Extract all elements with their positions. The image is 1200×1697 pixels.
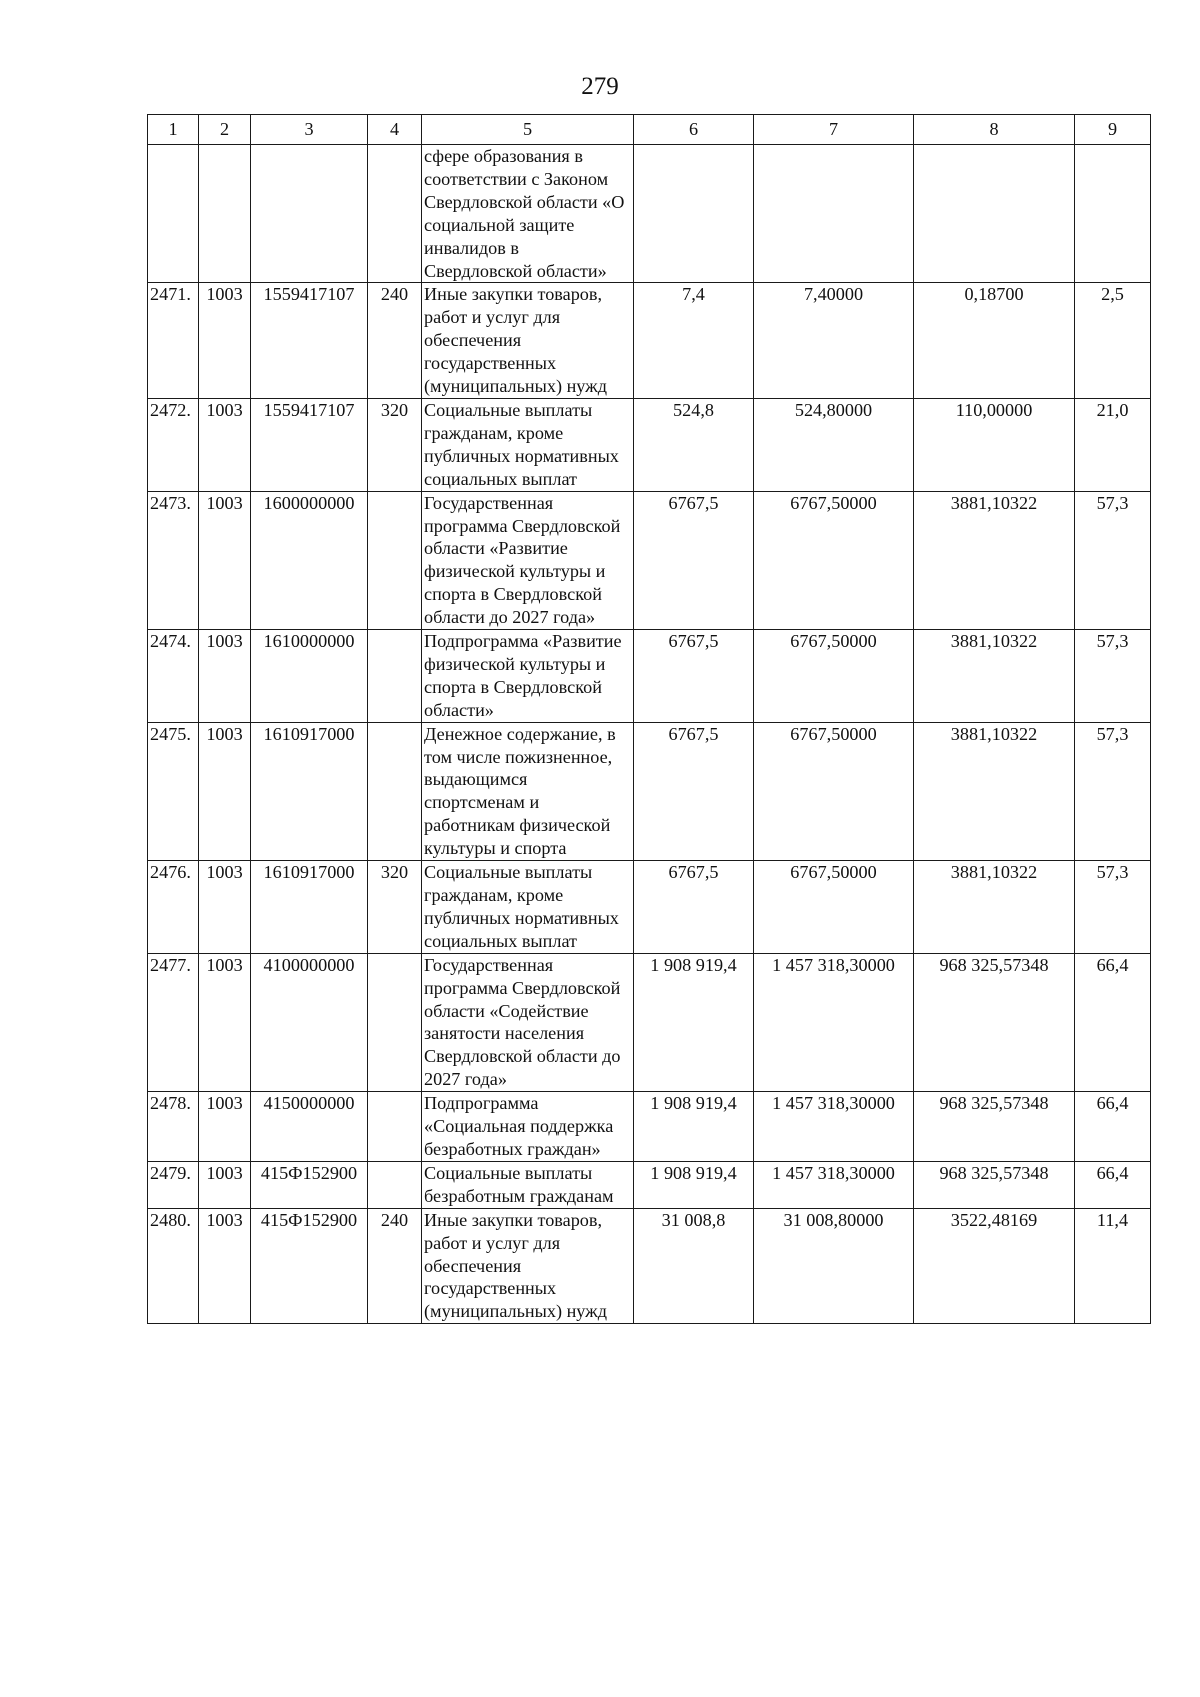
expense-type-code: [368, 1092, 422, 1162]
value-col-6: 7,4: [634, 283, 754, 399]
target-code: 4150000000: [251, 1092, 368, 1162]
row-number: 2480.: [148, 1208, 199, 1324]
header-col-7: 7: [754, 115, 914, 145]
percent-col-9: 57,3: [1075, 630, 1151, 723]
value-col-8: 3881,10322: [914, 491, 1075, 629]
expense-type-code: [368, 491, 422, 629]
item-name: Иные закупки товаров, работ и услуг для обеспечения государственных (муниципальных) нужд: [422, 283, 634, 399]
target-code: [251, 145, 368, 283]
table-row: [148, 722, 1151, 860]
section-code: [199, 145, 251, 283]
item-name: сфере образования в соответствии с Законом Свердловской области «О социальной защите инвалидов в Свердловской области»: [422, 145, 634, 283]
value-col-8: 3881,10322: [914, 861, 1075, 954]
value-col-8: 110,00000: [914, 398, 1075, 491]
section-code: 1003: [199, 1092, 251, 1162]
value-col-6: 1 908 919,4: [634, 1092, 754, 1162]
item-name: Подпрограмма «Развитие физической культуры и спорта в Свердловской области»: [422, 630, 634, 723]
section-code: 1003: [199, 491, 251, 629]
row-number: 2474.: [148, 630, 199, 723]
value-col-8: 0,18700: [914, 283, 1075, 399]
header-col-8: 8: [914, 115, 1075, 145]
value-col-7: 31 008,80000: [754, 1208, 914, 1324]
expense-type-code: 240: [368, 283, 422, 399]
target-code: 1559417107: [251, 398, 368, 491]
value-col-7: 1 457 318,30000: [754, 1161, 914, 1208]
expense-type-code: [368, 630, 422, 723]
header-col-3: 3: [251, 115, 368, 145]
item-name: Денежное содержание, в том числе пожизненное, выдающимся спортсменам и работникам физической культуры и спорта: [422, 722, 634, 860]
value-col-8: [914, 145, 1075, 283]
section-code: 1003: [199, 283, 251, 399]
expense-type-code: [368, 722, 422, 860]
value-col-6: 6767,5: [634, 861, 754, 954]
target-code: 1610917000: [251, 861, 368, 954]
value-col-8: 968 325,57348: [914, 1092, 1075, 1162]
table-row: [148, 630, 1151, 723]
table-row: [148, 398, 1151, 491]
page-number: 279: [581, 73, 619, 100]
value-col-8: 3881,10322: [914, 722, 1075, 860]
value-col-7: 1 457 318,30000: [754, 953, 914, 1091]
expense-type-code: [368, 1161, 422, 1208]
section-code: 1003: [199, 722, 251, 860]
table-row: [148, 1161, 1151, 1208]
expense-type-code: 240: [368, 1208, 422, 1324]
value-col-8: 968 325,57348: [914, 953, 1075, 1091]
header-col-5: 5: [422, 115, 634, 145]
percent-col-9: 66,4: [1075, 1161, 1151, 1208]
table-row: [148, 953, 1151, 1091]
expense-type-code: 320: [368, 398, 422, 491]
percent-col-9: [1075, 145, 1151, 283]
item-name: Иные закупки товаров, работ и услуг для обеспечения государственных (муниципальных) нужд: [422, 1208, 634, 1324]
percent-col-9: 57,3: [1075, 861, 1151, 954]
value-col-7: 6767,50000: [754, 861, 914, 954]
percent-col-9: 66,4: [1075, 1092, 1151, 1162]
value-col-7: 524,80000: [754, 398, 914, 491]
row-number: 2473.: [148, 491, 199, 629]
target-code: 1600000000: [251, 491, 368, 629]
percent-col-9: 21,0: [1075, 398, 1151, 491]
percent-col-9: 2,5: [1075, 283, 1151, 399]
row-number: 2471.: [148, 283, 199, 399]
item-name: Подпрограмма «Социальная поддержка безработных граждан»: [422, 1092, 634, 1162]
percent-col-9: 66,4: [1075, 953, 1151, 1091]
target-code: 1559417107: [251, 283, 368, 399]
value-col-8: 3522,48169: [914, 1208, 1075, 1324]
header-col-6: 6: [634, 115, 754, 145]
target-code: 1610000000: [251, 630, 368, 723]
header-col-2: 2: [199, 115, 251, 145]
section-code: 1003: [199, 1208, 251, 1324]
item-name: Социальные выплаты безработным гражданам: [422, 1161, 634, 1208]
item-name: Государственная программа Свердловской области «Развитие физической культуры и спорта в Свердловской области до 2027 года»: [422, 491, 634, 629]
row-number: 2472.: [148, 398, 199, 491]
budget-table: [147, 114, 1151, 1324]
row-number: 2479.: [148, 1161, 199, 1208]
header-col-1: 1: [148, 115, 199, 145]
item-name: Социальные выплаты гражданам, кроме публичных нормативных социальных выплат: [422, 398, 634, 491]
target-code: 1610917000: [251, 722, 368, 860]
expense-type-code: [368, 953, 422, 1091]
header-col-4: 4: [368, 115, 422, 145]
section-code: 1003: [199, 953, 251, 1091]
row-number: 2475.: [148, 722, 199, 860]
row-number: 2477.: [148, 953, 199, 1091]
table-body: [148, 145, 1151, 1324]
value-col-7: [754, 145, 914, 283]
value-col-7: 7,40000: [754, 283, 914, 399]
table-row: [148, 861, 1151, 954]
section-code: 1003: [199, 398, 251, 491]
row-number: [148, 145, 199, 283]
table-row: [148, 1092, 1151, 1162]
target-code: 4100000000: [251, 953, 368, 1091]
percent-col-9: 11,4: [1075, 1208, 1151, 1324]
row-number: 2478.: [148, 1092, 199, 1162]
target-code: 415Ф152900: [251, 1208, 368, 1324]
table-row: [148, 1208, 1151, 1324]
percent-col-9: 57,3: [1075, 722, 1151, 860]
percent-col-9: 57,3: [1075, 491, 1151, 629]
item-name: Социальные выплаты гражданам, кроме публичных нормативных социальных выплат: [422, 861, 634, 954]
value-col-7: 6767,50000: [754, 491, 914, 629]
value-col-7: 6767,50000: [754, 630, 914, 723]
target-code: 415Ф152900: [251, 1161, 368, 1208]
table-header-row: [148, 115, 1151, 145]
value-col-6: 31 008,8: [634, 1208, 754, 1324]
section-code: 1003: [199, 1161, 251, 1208]
table-row: [148, 145, 1151, 283]
item-name: Государственная программа Свердловской области «Содействие занятости населения Свердловской области до 2027 года»: [422, 953, 634, 1091]
value-col-6: 524,8: [634, 398, 754, 491]
expense-type-code: [368, 145, 422, 283]
section-code: 1003: [199, 630, 251, 723]
value-col-7: 1 457 318,30000: [754, 1092, 914, 1162]
expense-type-code: 320: [368, 861, 422, 954]
value-col-7: 6767,50000: [754, 722, 914, 860]
section-code: 1003: [199, 861, 251, 954]
table-row: [148, 491, 1151, 629]
value-col-6: 1 908 919,4: [634, 1161, 754, 1208]
value-col-6: 6767,5: [634, 491, 754, 629]
value-col-8: 3881,10322: [914, 630, 1075, 723]
row-number: 2476.: [148, 861, 199, 954]
value-col-6: 6767,5: [634, 722, 754, 860]
value-col-8: 968 325,57348: [914, 1161, 1075, 1208]
value-col-6: 6767,5: [634, 630, 754, 723]
header-col-9: 9: [1075, 115, 1151, 145]
table-row: [148, 283, 1151, 399]
value-col-6: [634, 145, 754, 283]
value-col-6: 1 908 919,4: [634, 953, 754, 1091]
